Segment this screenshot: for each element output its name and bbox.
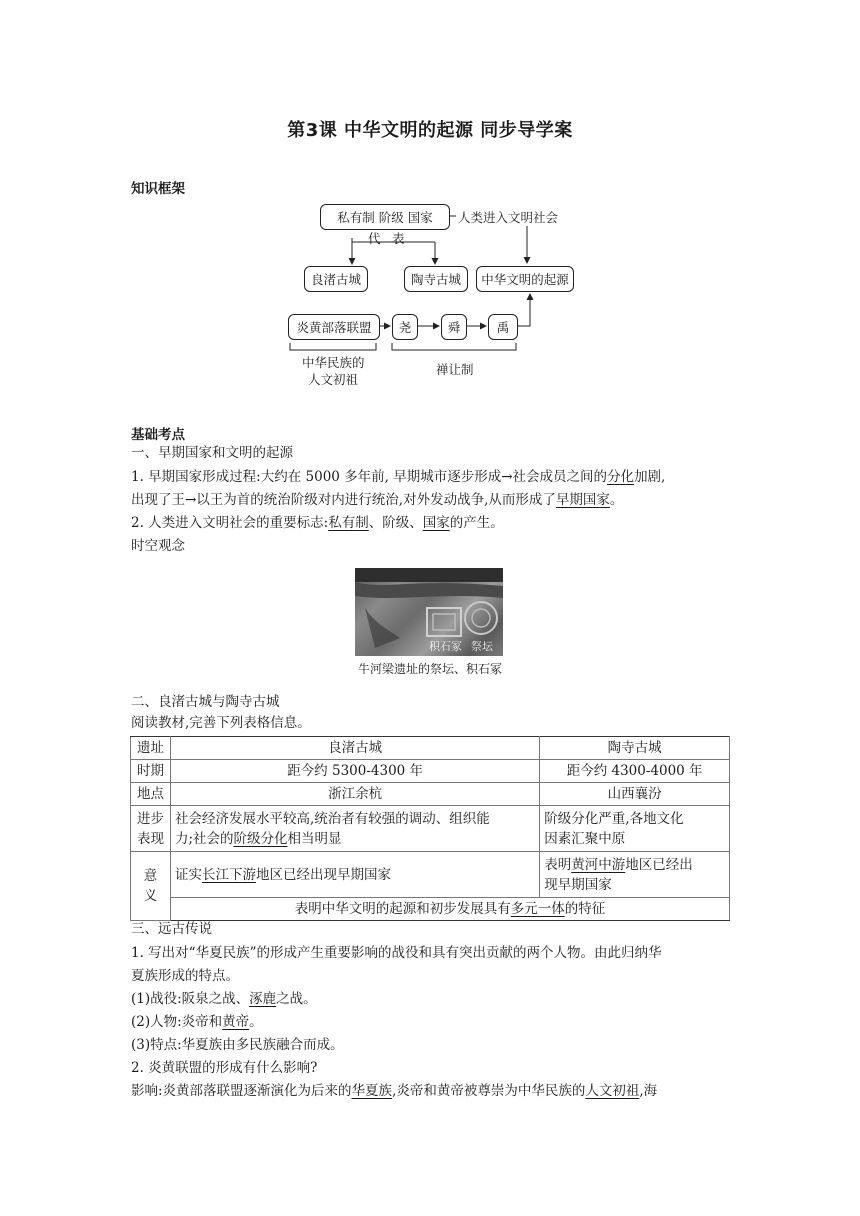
answer-huangdi: 黄帝 [222, 1014, 250, 1030]
answer-zhuolu: 涿鹿 [249, 991, 277, 1007]
table-header-liangzhu: 良渚古城 [170, 737, 539, 760]
box-yu: 禹 [488, 314, 518, 340]
label-represent-1: 代 [368, 231, 381, 246]
answer-pluralistic-unity: 多元一体 [510, 901, 565, 917]
section3-a3: (3)特点:华夏族由多民族融合而成。 [131, 1037, 344, 1053]
niuheliang-site-photo [355, 568, 503, 656]
table-row [131, 806, 730, 852]
label-enter-civilization: 人类进入文明社会 [458, 210, 559, 225]
section3-a1: (1)战役:阪泉之战、涿鹿之战。 [131, 991, 317, 1007]
table-row [131, 760, 730, 783]
answer-differentiation: 分化 [607, 469, 635, 485]
answer-state: 国家 [422, 515, 450, 531]
table-row-label-period: 时期 [131, 760, 171, 783]
label-represent-2: 表 [392, 231, 405, 246]
section3-q1-line1: 1. 写出对“华夏民族”的形成产生重要影响的战役和具有突出贡献的两个人物。由此归纳华 [131, 945, 662, 961]
table-cell-meaning-overall: 表明中华文明的起源和初步发展具有多元一体的特征 [170, 898, 729, 921]
box-yanhuang-alliance: 炎黄部落联盟 [288, 314, 380, 340]
section1-para1-line2: 出现了王→以王为首的统治阶级对内进行统治,对外发动战争,从而形成了早期国家。 [131, 492, 624, 508]
knowledge-framework-diagram [280, 198, 600, 388]
section1-para2: 2. 人类进入文明社会的重要标志:私有制、阶级、国家的产生。 [131, 515, 504, 531]
box-yao: 尧 [392, 314, 418, 340]
box-liangzhu: 良渚古城 [304, 266, 368, 292]
table-row [131, 737, 730, 760]
table-cell-period-liangzhu: 距今约 5300-4300 年 [170, 760, 539, 783]
section3-title: 三、远古传说 [131, 921, 212, 937]
section1-title: 一、早期国家和文明的起源 [131, 445, 293, 461]
table-cell-meaning-liangzhu: 证实长江下游地区已经出现早期国家 [170, 852, 539, 898]
page-title: 第3课 中华文明的起源 同步导学案 [287, 120, 573, 141]
section3-a2: (2)人物:炎帝和黄帝。 [131, 1014, 263, 1030]
box-taosi: 陶寺古城 [404, 266, 468, 292]
spacetime-label: 时空观念 [131, 538, 185, 554]
section1-para1-line1: 1. 早期国家形成过程:大约在 5000 多年前, 早期城市逐步形成→社会成员之间的分化加剧, [131, 469, 666, 485]
table-row [131, 852, 730, 898]
table-cell-progress-liangzhu: 社会经济发展水平较高,统治者有较强的调动、组织能 力;社会的阶级分化相当明显 [170, 806, 539, 852]
table-cell-period-taosi: 距今约 4300-4000 年 [540, 760, 730, 783]
section2-title: 二、良渚古城与陶寺古城 [131, 694, 280, 710]
section3-q1-line2: 夏族形成的特点。 [131, 968, 239, 984]
answer-huaxia: 华夏族 [351, 1083, 393, 1099]
table-row-label-progress: 进步 表现 [131, 806, 171, 852]
framework-heading: 知识框架 [131, 181, 185, 197]
answer-lower-yangtze: 长江下游 [201, 866, 256, 883]
box-shun: 舜 [441, 314, 467, 340]
photo-tag-altar: 祭坛 [471, 640, 493, 653]
basics-heading: 基础考点 [131, 427, 185, 443]
table-cell-place-liangzhu: 浙江余杭 [170, 783, 539, 806]
box-civilization-origin: 中华文明的起源 [476, 266, 574, 292]
table-row [131, 783, 730, 806]
table-header-site: 遗址 [131, 737, 171, 760]
section2-instruction: 阅读教材,完善下列表格信息。 [131, 715, 311, 731]
answer-class-differentiation: 阶级分化 [233, 830, 288, 847]
table-cell-meaning-taosi: 表明黄河中游地区已经出 现早期国家 [540, 852, 730, 898]
section3-a-q2: 影响:炎黄部落联盟逐渐演化为后来的华夏族,炎帝和黄帝被尊崇为中华民族的人文初祖,海 [131, 1083, 658, 1099]
photo-tag-stone-mound: 积石冢 [429, 640, 462, 653]
answer-early-state: 早期国家 [555, 492, 610, 508]
table-row-label-place: 地点 [131, 783, 171, 806]
answer-humanistic-ancestors: 人文初祖 [585, 1083, 640, 1099]
table-row-label-meaning: 意 义 [131, 852, 171, 921]
section3-q2: 2. 炎黄联盟的形成有什么影响? [131, 1060, 318, 1076]
label-abdication-system: 禅让制 [436, 362, 474, 377]
table-row [131, 898, 730, 921]
answer-middle-yellow-river: 黄河中游 [571, 856, 626, 873]
box-private-ownership-class-state: 私有制 阶级 国家 [320, 204, 450, 230]
photo-caption: 牛河梁遗址的祭坛、积石冢 [357, 662, 502, 676]
table-cell-place-taosi: 山西襄汾 [540, 783, 730, 806]
table-cell-progress-taosi: 阶级分化严重,各地文化 因素汇聚中原 [540, 806, 730, 852]
table-header-taosi: 陶寺古城 [540, 737, 730, 760]
answer-private-ownership: 私有制 [328, 515, 369, 531]
comparison-table [130, 736, 730, 921]
label-ancestors-line1: 中华民族的 [302, 355, 365, 370]
label-ancestors-line2: 人文初祖 [308, 372, 359, 387]
